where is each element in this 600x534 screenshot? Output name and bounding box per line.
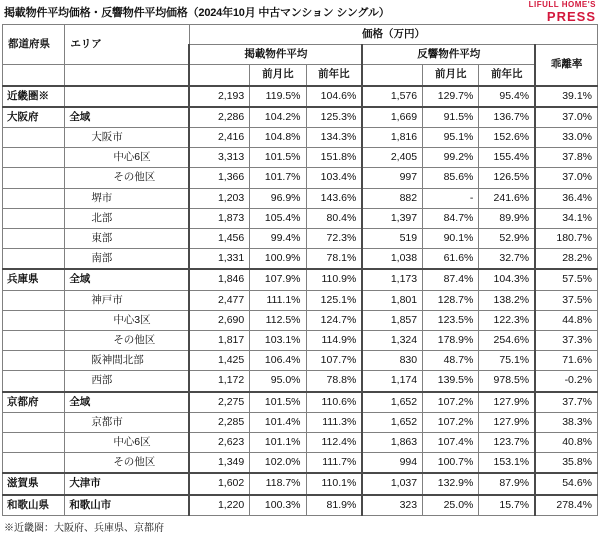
cell-listed-value: 1,366 (189, 168, 249, 188)
cell-listed-yoy: 78.1% (306, 249, 362, 270)
cell-prefecture (3, 453, 65, 474)
cell-listed-yoy: 112.4% (306, 433, 362, 453)
lifull-homes-press-logo (529, 1, 596, 23)
cell-listed-mom: 104.2% (250, 107, 306, 128)
cell-response-mom: 48.7% (423, 351, 479, 371)
cell-gap-rate: 54.6% (535, 473, 597, 494)
cell-prefecture (3, 371, 65, 392)
cell-listed-mom: 101.5% (250, 392, 306, 413)
cell-prefecture (3, 249, 65, 270)
cell-area: 南部 (65, 249, 190, 270)
cell-listed-mom: 103.1% (250, 331, 306, 351)
cell-listed-value: 1,425 (189, 351, 249, 371)
cell-listed-value: 2,275 (189, 392, 249, 413)
cell-listed-mom: 112.5% (250, 310, 306, 330)
cell-response-value: 882 (362, 188, 422, 208)
cell-gap-rate: 37.3% (535, 331, 597, 351)
col-header-gap-rate: 乖離率 (535, 45, 597, 86)
cell-response-mom: 90.1% (423, 229, 479, 249)
cell-response-value: 1,669 (362, 107, 422, 128)
cell-listed-mom: 99.4% (250, 229, 306, 249)
cell-response-value: 323 (362, 495, 422, 516)
col-header-prefecture: 都道府県 (3, 25, 65, 65)
table-head (3, 25, 598, 86)
cell-listed-value: 2,193 (189, 86, 249, 107)
cell-response-mom: 95.1% (423, 128, 479, 148)
cell-gap-rate: 33.0% (535, 128, 597, 148)
cell-gap-rate: 28.2% (535, 249, 597, 270)
cell-listed-value: 1,817 (189, 331, 249, 351)
cell-listed-yoy: 125.3% (306, 107, 362, 128)
cell-listed-value: 1,456 (189, 229, 249, 249)
cell-listed-value: 1,331 (189, 249, 249, 270)
cell-response-yoy: 155.4% (479, 148, 535, 168)
cell-response-value: 1,652 (362, 392, 422, 413)
footnote: ※近畿圏：大阪府、兵庫県、京都府 (4, 522, 164, 534)
cell-prefecture (3, 331, 65, 351)
cell-gap-rate: 36.4% (535, 188, 597, 208)
cell-prefecture (3, 290, 65, 310)
cell-prefecture: 京都府 (3, 392, 65, 413)
cell-prefecture (3, 128, 65, 148)
price-table (2, 24, 598, 516)
cell-response-value: 1,816 (362, 128, 422, 148)
table-body (3, 86, 598, 516)
cell-response-mom: 107.2% (423, 392, 479, 413)
cell-response-yoy: 978.5% (479, 371, 535, 392)
col-header-price-group: 価格（万円） (189, 25, 597, 45)
cell-listed-mom: 95.0% (250, 371, 306, 392)
col-header-listed-yoy: 前年比 (306, 65, 362, 86)
cell-listed-yoy: 80.4% (306, 208, 362, 228)
cell-area: 阪神間北部 (65, 351, 190, 371)
cell-prefecture (3, 229, 65, 249)
cell-response-yoy: 126.5% (479, 168, 535, 188)
cell-response-value: 1,174 (362, 371, 422, 392)
cell-listed-value: 2,690 (189, 310, 249, 330)
cell-response-mom: 84.7% (423, 208, 479, 228)
table-row (3, 229, 598, 249)
cell-response-value: 1,038 (362, 249, 422, 270)
cell-response-mom: 87.4% (423, 269, 479, 290)
cell-listed-mom: 101.5% (250, 148, 306, 168)
cell-response-yoy: 138.2% (479, 290, 535, 310)
cell-listed-yoy: 81.9% (306, 495, 362, 516)
cell-response-mom: 128.7% (423, 290, 479, 310)
table-row (3, 412, 598, 432)
table-row (3, 269, 598, 290)
cell-response-mom: 107.4% (423, 433, 479, 453)
table-row (3, 331, 598, 351)
cell-response-value: 1,324 (362, 331, 422, 351)
cell-response-yoy: 89.9% (479, 208, 535, 228)
col-header-response-yoy: 前年比 (479, 65, 535, 86)
cell-listed-value: 2,285 (189, 412, 249, 432)
table-row (3, 371, 598, 392)
cell-response-yoy: 136.7% (479, 107, 535, 128)
cell-area: その他区 (65, 453, 190, 474)
table-row (3, 208, 598, 228)
cell-listed-mom: 101.4% (250, 412, 306, 432)
cell-response-value: 1,173 (362, 269, 422, 290)
cell-prefecture: 滋賀県 (3, 473, 65, 494)
cell-listed-yoy: 125.1% (306, 290, 362, 310)
cell-listed-value: 3,313 (189, 148, 249, 168)
cell-response-yoy: 241.6% (479, 188, 535, 208)
cell-listed-mom: 101.1% (250, 433, 306, 453)
table-row (3, 148, 598, 168)
col-header-listed-mom: 前月比 (250, 65, 306, 86)
cell-response-mom: 61.6% (423, 249, 479, 270)
cell-response-yoy: 127.9% (479, 412, 535, 432)
cell-area: その他区 (65, 168, 190, 188)
cell-gap-rate: 34.1% (535, 208, 597, 228)
cell-area: 神戸市 (65, 290, 190, 310)
cell-response-mom: 85.6% (423, 168, 479, 188)
cell-gap-rate: 180.7% (535, 229, 597, 249)
table-row (3, 310, 598, 330)
cell-prefecture (3, 188, 65, 208)
cell-gap-rate: 37.8% (535, 148, 597, 168)
cell-listed-mom: 107.9% (250, 269, 306, 290)
col-header-listed-value (189, 65, 249, 86)
cell-response-mom: 25.0% (423, 495, 479, 516)
cell-gap-rate: 37.7% (535, 392, 597, 413)
col-header-response-avg: 反響物件平均 (362, 45, 535, 65)
cell-listed-value: 1,873 (189, 208, 249, 228)
cell-response-yoy: 123.7% (479, 433, 535, 453)
table-row (3, 168, 598, 188)
cell-area: 全域 (65, 269, 190, 290)
cell-listed-mom: 118.7% (250, 473, 306, 494)
cell-gap-rate: 37.0% (535, 107, 597, 128)
cell-listed-yoy: 110.1% (306, 473, 362, 494)
cell-listed-yoy: 72.3% (306, 229, 362, 249)
cell-gap-rate: 37.0% (535, 168, 597, 188)
cell-listed-mom: 100.9% (250, 249, 306, 270)
cell-area (65, 86, 190, 107)
cell-gap-rate: 37.5% (535, 290, 597, 310)
cell-listed-mom: 106.4% (250, 351, 306, 371)
cell-prefecture (3, 168, 65, 188)
cell-listed-yoy: 107.7% (306, 351, 362, 371)
logo-press-text: PRESS (546, 9, 596, 24)
cell-response-value: 2,405 (362, 148, 422, 168)
col-header-response-value (362, 65, 422, 86)
cell-listed-mom: 100.3% (250, 495, 306, 516)
cell-area: 中心6区 (65, 433, 190, 453)
cell-response-mom: 123.5% (423, 310, 479, 330)
cell-listed-yoy: 104.6% (306, 86, 362, 107)
cell-response-yoy: 152.6% (479, 128, 535, 148)
cell-listed-yoy: 143.6% (306, 188, 362, 208)
cell-prefecture: 近畿圏※ (3, 86, 65, 107)
cell-gap-rate: 57.5% (535, 269, 597, 290)
cell-listed-yoy: 111.7% (306, 453, 362, 474)
cell-listed-mom: 111.1% (250, 290, 306, 310)
cell-response-mom: 132.9% (423, 473, 479, 494)
table-row (3, 392, 598, 413)
cell-listed-yoy: 124.7% (306, 310, 362, 330)
cell-area: 全域 (65, 392, 190, 413)
cell-gap-rate: 40.8% (535, 433, 597, 453)
table-row (3, 351, 598, 371)
cell-response-yoy: 75.1% (479, 351, 535, 371)
cell-response-yoy: 87.9% (479, 473, 535, 494)
table-row (3, 495, 598, 516)
cell-area: 大津市 (65, 473, 190, 494)
col-header-response-mom: 前月比 (423, 65, 479, 86)
cell-response-value: 1,801 (362, 290, 422, 310)
cell-response-mom: 99.2% (423, 148, 479, 168)
cell-gap-rate: 35.8% (535, 453, 597, 474)
cell-response-yoy: 32.7% (479, 249, 535, 270)
cell-response-mom: 129.7% (423, 86, 479, 107)
cell-response-mom: 139.5% (423, 371, 479, 392)
cell-response-mom: - (423, 188, 479, 208)
cell-listed-value: 2,477 (189, 290, 249, 310)
cell-prefecture (3, 433, 65, 453)
cell-listed-yoy: 110.6% (306, 392, 362, 413)
cell-response-yoy: 122.3% (479, 310, 535, 330)
cell-response-yoy: 95.4% (479, 86, 535, 107)
cell-response-value: 830 (362, 351, 422, 371)
cell-response-yoy: 52.9% (479, 229, 535, 249)
cell-response-yoy: 127.9% (479, 392, 535, 413)
table-row (3, 453, 598, 474)
cell-prefecture (3, 412, 65, 432)
cell-area: 西部 (65, 371, 190, 392)
cell-area: 京都市 (65, 412, 190, 432)
cell-listed-yoy: 110.9% (306, 269, 362, 290)
table-row (3, 473, 598, 494)
cell-area: 東部 (65, 229, 190, 249)
cell-gap-rate: -0.2% (535, 371, 597, 392)
cell-listed-mom: 96.9% (250, 188, 306, 208)
table-row (3, 188, 598, 208)
title-bar (0, 0, 600, 24)
cell-listed-value: 2,623 (189, 433, 249, 453)
cell-response-value: 1,863 (362, 433, 422, 453)
cell-gap-rate: 44.8% (535, 310, 597, 330)
cell-listed-value: 1,349 (189, 453, 249, 474)
cell-response-mom: 100.7% (423, 453, 479, 474)
cell-prefecture (3, 148, 65, 168)
cell-area: 北部 (65, 208, 190, 228)
cell-listed-mom: 104.8% (250, 128, 306, 148)
cell-listed-yoy: 134.3% (306, 128, 362, 148)
cell-gap-rate: 71.6% (535, 351, 597, 371)
cell-response-value: 1,576 (362, 86, 422, 107)
cell-listed-mom: 119.5% (250, 86, 306, 107)
cell-response-value: 994 (362, 453, 422, 474)
cell-response-yoy: 15.7% (479, 495, 535, 516)
cell-listed-yoy: 114.9% (306, 331, 362, 351)
cell-response-yoy: 254.6% (479, 331, 535, 351)
cell-response-value: 519 (362, 229, 422, 249)
cell-gap-rate: 39.1% (535, 86, 597, 107)
cell-area: 和歌山市 (65, 495, 190, 516)
cell-area: 堺市 (65, 188, 190, 208)
header-row-1 (3, 25, 598, 45)
cell-listed-yoy: 103.4% (306, 168, 362, 188)
cell-response-value: 1,652 (362, 412, 422, 432)
col-header-pref-sub (3, 65, 65, 86)
cell-prefecture (3, 208, 65, 228)
cell-listed-value: 2,286 (189, 107, 249, 128)
cell-area: 全域 (65, 107, 190, 128)
table-row (3, 107, 598, 128)
cell-listed-yoy: 111.3% (306, 412, 362, 432)
cell-response-yoy: 153.1% (479, 453, 535, 474)
cell-prefecture: 兵庫県 (3, 269, 65, 290)
cell-listed-value: 1,846 (189, 269, 249, 290)
cell-listed-value: 2,416 (189, 128, 249, 148)
table-row (3, 249, 598, 270)
table-row (3, 433, 598, 453)
cell-response-value: 1,397 (362, 208, 422, 228)
cell-listed-mom: 105.4% (250, 208, 306, 228)
page-title: 掲載物件平均価格・反響物件平均価格（2024年10月 中古マンション シングル） (4, 7, 390, 19)
cell-gap-rate: 38.3% (535, 412, 597, 432)
cell-gap-rate: 278.4% (535, 495, 597, 516)
cell-prefecture (3, 351, 65, 371)
cell-response-mom: 91.5% (423, 107, 479, 128)
cell-response-value: 1,037 (362, 473, 422, 494)
cell-prefecture (3, 310, 65, 330)
cell-area: 中心3区 (65, 310, 190, 330)
cell-response-value: 1,857 (362, 310, 422, 330)
cell-prefecture: 和歌山県 (3, 495, 65, 516)
table-row (3, 86, 598, 107)
cell-listed-value: 1,220 (189, 495, 249, 516)
cell-listed-mom: 101.7% (250, 168, 306, 188)
cell-response-mom: 178.9% (423, 331, 479, 351)
logo-lifull-text: LIFULL HOME'S (528, 0, 596, 9)
cell-response-yoy: 104.3% (479, 269, 535, 290)
cell-prefecture: 大阪府 (3, 107, 65, 128)
header-row-3 (3, 65, 598, 86)
cell-response-value: 997 (362, 168, 422, 188)
cell-listed-yoy: 78.8% (306, 371, 362, 392)
col-header-listed-avg: 掲載物件平均 (189, 45, 362, 65)
cell-listed-mom: 102.0% (250, 453, 306, 474)
col-header-area: エリア (65, 25, 190, 65)
cell-area: 中心6区 (65, 148, 190, 168)
cell-listed-value: 1,172 (189, 371, 249, 392)
table-row (3, 290, 598, 310)
cell-area: 大阪市 (65, 128, 190, 148)
table-row (3, 128, 598, 148)
cell-area: その他区 (65, 331, 190, 351)
cell-listed-value: 1,203 (189, 188, 249, 208)
col-header-area-sub (65, 65, 190, 86)
cell-listed-value: 1,602 (189, 473, 249, 494)
cell-listed-yoy: 151.8% (306, 148, 362, 168)
cell-response-mom: 107.2% (423, 412, 479, 432)
